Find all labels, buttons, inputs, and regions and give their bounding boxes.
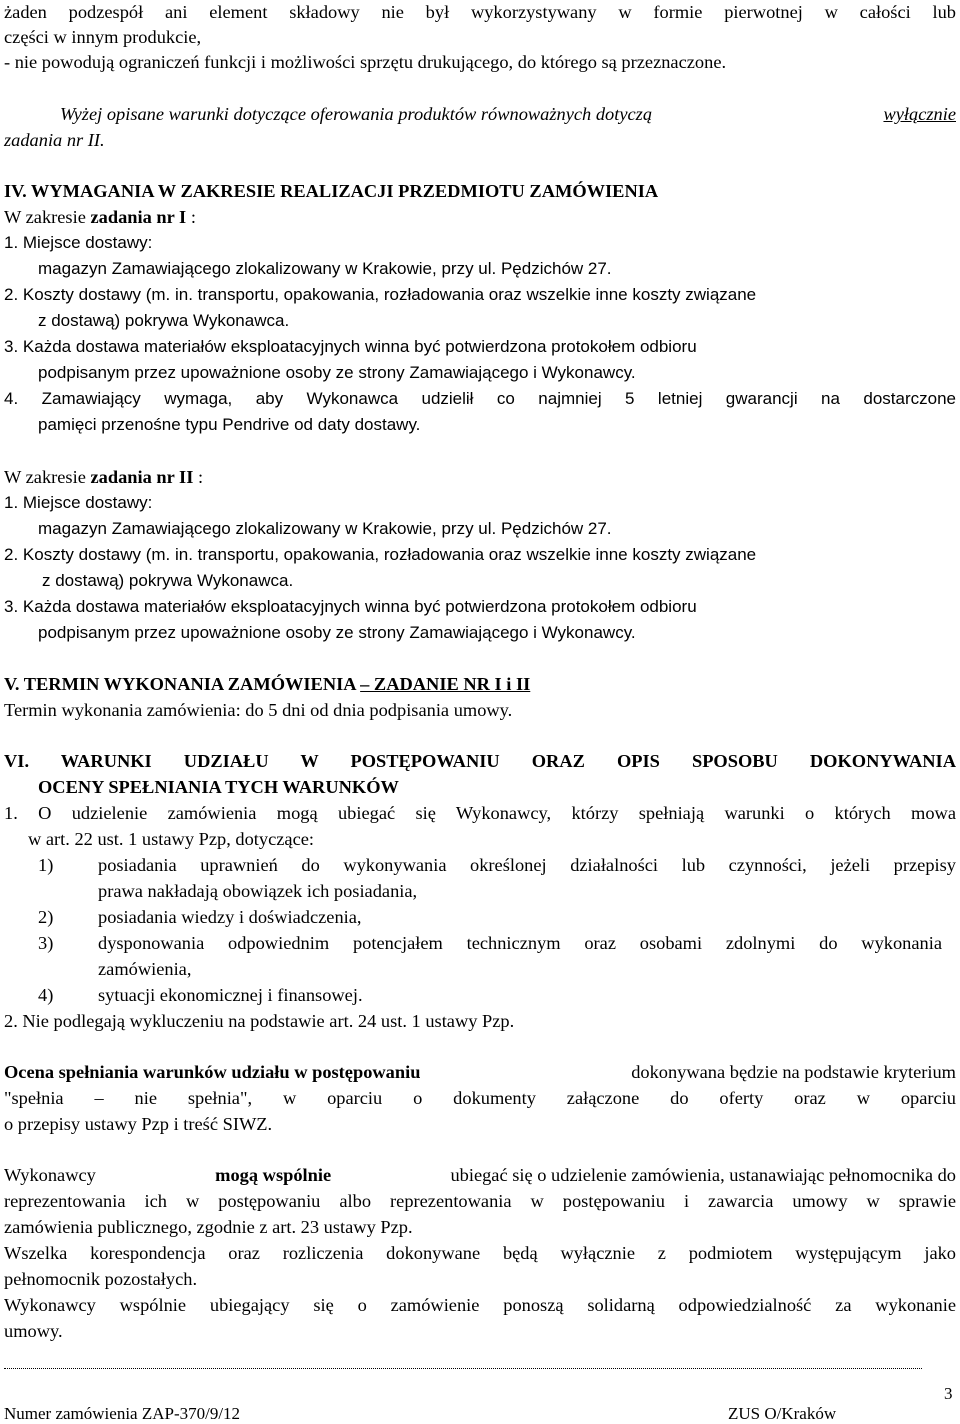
vi-sub-2-num: 2): [38, 907, 54, 927]
ocena-line-2: "spełnia – nie spełnia", w oparciu o dokumenty załączone do oferty oraz w oparciu: [4, 1088, 956, 1108]
z1-item-1-detail: magazyn Zamawiającego zlokalizowany w Krakowie, przy ul. Pędzichów 27.: [38, 259, 612, 278]
z1-item-1: 1. Miejsce dostawy:: [4, 233, 153, 252]
footer-organization: ZUS O/Kraków: [728, 1404, 837, 1423]
ocena-paragraph: [4, 1061, 956, 1083]
footer-order-number: Numer zamówienia ZAP-370/9/12: [4, 1404, 241, 1423]
korespondencja-line-1: Wszelka korespondencja oraz rozliczenia dokonywane będą wyłącznie z podmiotem występującym jako: [4, 1243, 956, 1263]
z2-item-1-detail: magazyn Zamawiającego zlokalizowany w Krakowie, przy ul. Pędzichów 27.: [38, 519, 612, 538]
italic-note: [60, 103, 956, 125]
korespondencja-line-2: pełnomocnik pozostałych.: [4, 1269, 198, 1289]
section-iv-heading: IV. WYMAGANIA W ZAKRESIE REALIZACJI PRZEDMIOTU ZAMÓWIENIA: [4, 181, 659, 201]
section-vi-heading-2: OCENY SPEŁNIANIA TYCH WARUNKÓW: [38, 777, 399, 797]
vi-point-2: 2. Nie podlegają wykluczeniu na podstawie art. 24 ust. 1 ustawy Pzp.: [4, 1011, 515, 1031]
top-line-2: części w innym produkcie,: [4, 27, 202, 47]
section-v-text: Termin wykonania zamówienia: do 5 dni od dnia podpisania umowy.: [4, 700, 513, 720]
z2-item-3: 3. Każda dostawa materiałów eksploatacyjnych winna być potwierdzona protokołem odbioru: [4, 597, 697, 616]
solidarna-line-1: Wykonawcy wspólnie ubiegający się o zamówienie ponoszą solidarną odpowiedzialność za wykonanie: [4, 1295, 956, 1315]
ocena-rest: dokonywana będzie na podstawie kryterium: [631, 1062, 956, 1082]
section-vi-heading-1: VI. WARUNKI UDZIAŁU W POSTĘPOWANIU ORAZ OPIS SPOSOBU DOKONYWANIA: [4, 751, 956, 771]
vi-sub-1: posiadania uprawnień do wykonywania określonej działalności lub czynności, jeżeli przepisy: [98, 855, 956, 875]
top-line-1: żaden podzespół ani element składowy nie był wykorzystywany w formie pierwotnej w całości lub: [4, 2, 956, 22]
top-line-3: - nie powodują ograniczeń funkcji i możliwości sprzętu drukującego, do którego są przeznaczone.: [4, 52, 727, 72]
z2-item-2: 2. Koszty dostawy (m. in. transportu, opakowania, rozładowania oraz wszelkie inne koszty związane: [4, 545, 757, 564]
z2-item-3-detail: podpisanym przez upoważnione osoby ze strony Zamawiającego i Wykonawcy.: [38, 623, 636, 642]
z1-item-3: 3. Każda dostawa materiałów eksploatacyjnych winna być potwierdzona protokołem odbioru: [4, 337, 697, 356]
z1-item-4-detail: pamięci przenośne typu Pendrive od daty dostawy.: [38, 415, 421, 434]
vi-sub-4: sytuacji ekonomicznej i finansowej.: [98, 985, 363, 1005]
italic-note-line-2: zadania nr II.: [4, 130, 105, 150]
z2-item-1: 1. Miejsce dostawy:: [4, 493, 153, 512]
wspolnie-line-3: zamówienia publicznego, zgodnie z art. 23 ustawy Pzp.: [4, 1217, 413, 1237]
z1-item-4: 4. Zamawiający wymaga, aby Wykonawca udzielił co najmniej 5 letniej gwarancji na dostarczone: [4, 389, 956, 408]
vi-point-1-cont: w art. 22 ust. 1 ustawy Pzp, dotyczące:: [28, 829, 315, 849]
z1-item-3-detail: podpisanym przez upoważnione osoby ze strony Zamawiającego i Wykonawcy.: [38, 363, 636, 382]
vi-sub-3-num: 3): [38, 933, 54, 953]
section-v-heading: V. TERMIN WYKONANIA ZAMÓWIENIA – ZADANIE NR I i II: [4, 674, 531, 694]
ocena-bold: Ocena spełniania warunków udziału w postępowaniu: [4, 1062, 421, 1082]
vi-sub-2: posiadania wiedzy i doświadczenia,: [98, 907, 362, 927]
zakres-zadania-1: W zakresie zadania nr I :: [4, 207, 196, 227]
wspolnie-paragraph: Wykonawcy mogą wspólnie ubiegać się o udzielenie zamówienia, ustanawiając pełnomocnika do: [4, 1165, 956, 1185]
z1-item-2: 2. Koszty dostawy (m. in. transportu, opakowania, rozładowania oraz wszelkie inne koszty związane: [4, 285, 757, 304]
solidarna-line-2: umowy.: [4, 1321, 63, 1341]
wspolnie-line-2: reprezentowania ich w postępowaniu albo reprezentowania w postępowaniu i zawarcia umowy w sprawie: [4, 1191, 956, 1211]
page-number: 3: [944, 1384, 953, 1403]
italic-note-underlined: wyłącznie: [883, 104, 956, 124]
z2-item-2-detail: z dostawą) pokrywa Wykonawca.: [42, 571, 294, 590]
vi-sub-1-cont: prawa nakładają obowiązek ich posiadania,: [98, 881, 418, 901]
zakres-zadania-2: W zakresie zadania nr II :: [4, 467, 204, 487]
vi-sub-3-cont: zamówienia,: [98, 959, 192, 979]
vi-sub-1-num: 1): [38, 855, 54, 875]
vi-point-1: 1. O udzielenie zamówienia mogą ubiegać się Wykonawcy, którzy spełniają warunki o których mowa: [4, 803, 956, 823]
footer-divider: [4, 1368, 922, 1369]
ocena-line-3: o przepisy ustawy Pzp i treść SIWZ.: [4, 1114, 273, 1134]
vi-sub-4-num: 4): [38, 985, 54, 1005]
italic-note-text: Wyżej opisane warunki dotyczące oferowania produktów równoważnych dotyczą: [60, 104, 653, 124]
z1-item-2-detail: z dostawą) pokrywa Wykonawca.: [38, 311, 290, 330]
vi-sub-3: dysponowania odpowiednim potencjałem technicznym oraz osobami zdolnymi do wykonania: [98, 933, 942, 953]
